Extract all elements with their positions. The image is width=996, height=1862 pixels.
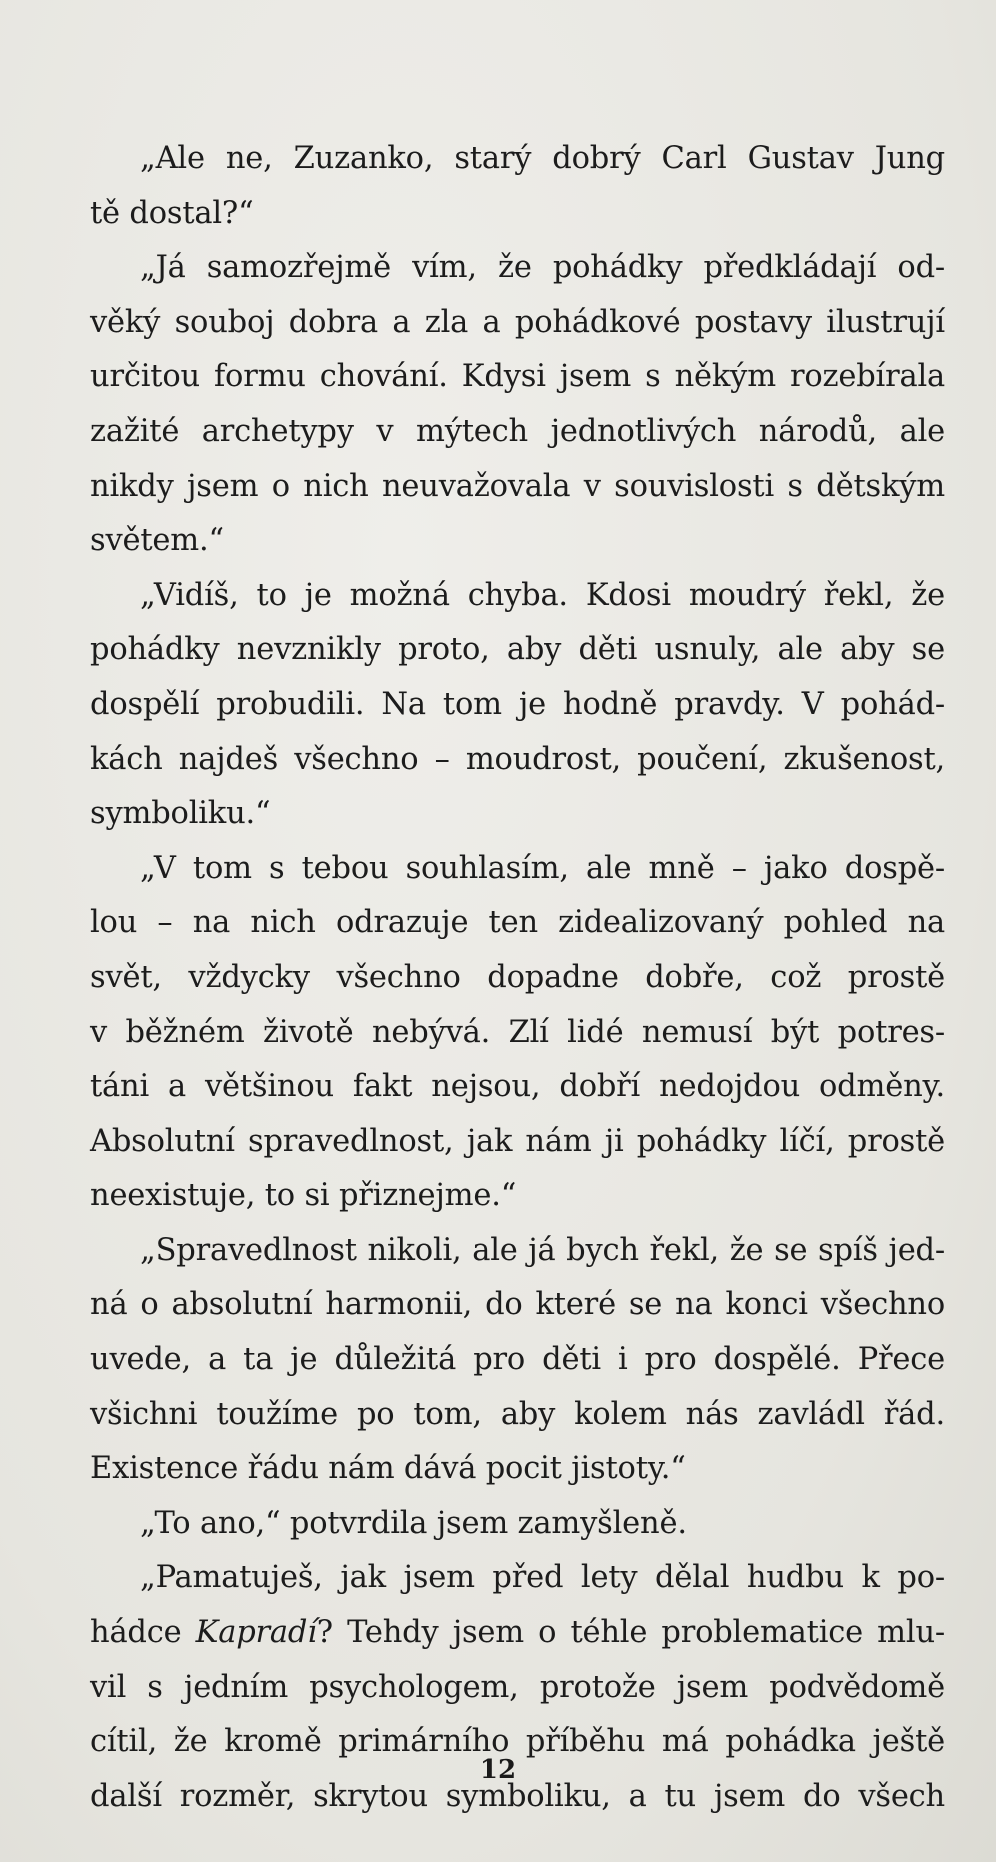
text-line: kách najdeš všechno – moudrost, poučení, zkušenost, (90, 741, 945, 777)
text-line: další rozměr, skrytou symboliku, a tu jsem do všech (90, 1778, 945, 1814)
text-line: v běžném životě nebývá. Zlí lidé nemusí být potres- (90, 1014, 945, 1050)
text-line: všichni toužíme po tom, aby kolem nás zavládl řád. (90, 1396, 945, 1432)
text-line: „Pamatuješ, jak jsem před lety dělal hudbu k po- (140, 1560, 945, 1596)
text-line: pohádky nevznikly proto, aby děti usnuly, ale aby se (90, 632, 945, 668)
text-line: „Ale ne, Zuzanko, starý dobrý Carl Gustav Jung (140, 141, 945, 176)
text-line: cítil, že kromě primárního příběhu má pohádka ještě (90, 1724, 945, 1760)
text-line: Absolutní spravedlnost, jak nám ji pohádky líčí, prostě (90, 1123, 945, 1159)
text-line: dospělí probudili. Na tom je hodně pravdy. V pohád- (90, 686, 945, 722)
text-line: ná o absolutní harmonii, do které se na konci všechno (90, 1287, 945, 1323)
text-line: určitou formu chování. Kdysi jsem s někým rozebírala (90, 359, 945, 395)
text-line: nikdy jsem o nich neuvažovala v souvislosti s dětským (90, 468, 945, 504)
text-line: uvede, a ta je důležitá pro děti i pro dospělé. Přece (90, 1342, 945, 1378)
italic-title: Kapradí (195, 1615, 317, 1651)
text-line (90, 1606, 945, 1661)
text-segment: ? Tehdy jsem o téhle problematice mlu- (316, 1615, 945, 1651)
text-line: neexistuje, to si přiznejme.“ (90, 1178, 517, 1214)
text-line: zažité archetypy v mýtech jednotlivých národů, ale (90, 413, 945, 449)
text-line: Existence řádu nám dává pocit jistoty.“ (90, 1451, 686, 1487)
text-line: „Vidíš, to je možná chyba. Kdosi moudrý řekl, že (140, 577, 945, 613)
text-line: „Spravedlnost nikoli, ale já bych řekl, že se spíš jed- (140, 1232, 945, 1268)
text-line: „Já samozřejmě vím, že pohádky předkládají od- (140, 250, 945, 286)
text-line: svět, vždycky všechno dopadne dobře, což prostě (90, 959, 945, 995)
text-line: tě dostal?“ (90, 195, 254, 231)
text-line: „V tom s tebou souhlasím, ale mně – jako dospě- (140, 850, 945, 886)
page-number: 12 (479, 1755, 517, 1785)
text-segment: hádce (90, 1615, 196, 1651)
text-line: lou – na nich odrazuje ten zidealizovaný pohled na (90, 905, 945, 941)
body-text (90, 132, 945, 1824)
text-line: světem.“ (90, 523, 224, 559)
text-line: „To ano,“ potvrdila jsem zamyšleně. (140, 1505, 687, 1541)
text-line: věký souboj dobra a zla a pohádkové postavy ilustrují (90, 304, 945, 340)
text-line: táni a většinou fakt nejsou, dobří nedojdou odměny. (90, 1069, 945, 1105)
text-line: symboliku.“ (90, 796, 271, 832)
text-line: vil s jedním psychologem, protože jsem podvědomě (90, 1669, 945, 1705)
